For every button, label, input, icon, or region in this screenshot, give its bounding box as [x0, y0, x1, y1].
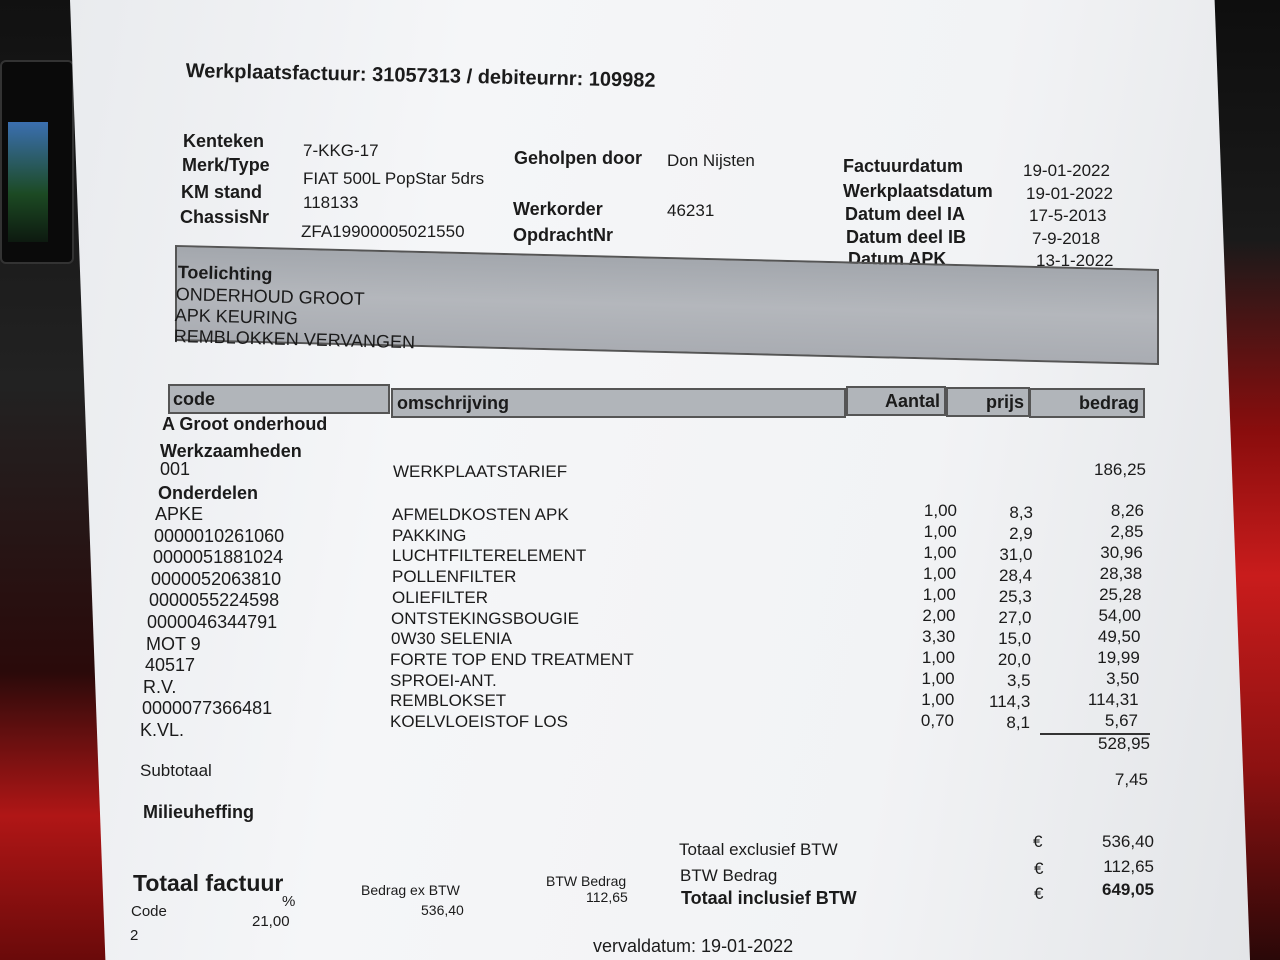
- part-price: 8,1: [1006, 713, 1030, 732]
- part-code: R.V.: [143, 676, 177, 697]
- total-label: Totaal inclusief BTW: [681, 888, 857, 908]
- part-code: MOT 9: [146, 633, 201, 654]
- chassis-value: ZFA19900005021550: [301, 222, 465, 241]
- part-desc: SPROEI-ANT.: [390, 670, 497, 690]
- part-code: 0000010261060: [154, 525, 285, 546]
- part-code: 40517: [145, 655, 196, 676]
- opdracht-label: OpdrachtNr: [513, 225, 614, 245]
- part-qty: 1,00: [921, 690, 955, 709]
- part-amount: 8,26: [1110, 501, 1144, 520]
- date-label: Datum deel IA: [845, 204, 966, 224]
- part-price: 27,0: [998, 608, 1032, 627]
- euro-sign: €: [1034, 859, 1044, 878]
- part-price: 31,0: [999, 545, 1033, 564]
- part-price: 15,0: [998, 629, 1032, 648]
- onderdelen-heading: Onderdelen: [158, 483, 259, 503]
- part-amount: 19,99: [1097, 648, 1140, 667]
- col-aantal-header: [846, 386, 946, 416]
- date-value: 19-01-2022: [1023, 161, 1110, 180]
- part-desc: FORTE TOP END TREATMENT: [390, 649, 634, 669]
- vat-btw-label: BTW Bedrag: [546, 873, 627, 889]
- col-prijs-label: prijs: [985, 392, 1024, 412]
- kenteken-value: 7-KKG-17: [303, 141, 379, 160]
- col-code-label: code: [173, 389, 216, 409]
- part-desc: AFMELDKOSTEN APK: [392, 505, 569, 524]
- phone-screen: [8, 122, 48, 242]
- kenteken-label: Kenteken: [183, 131, 265, 151]
- col-bedrag-header: [1029, 388, 1145, 418]
- date-value: 19-01-2022: [1026, 184, 1113, 203]
- merk-label: Merk/Type: [182, 155, 270, 175]
- vat-code-label: Code: [131, 903, 167, 920]
- milieu-value: 7,45: [1114, 770, 1148, 789]
- date-label: Werkplaatsdatum: [843, 181, 993, 201]
- col-prijs-header: [946, 387, 1030, 417]
- part-desc: 0W30 SELENIA: [391, 629, 512, 649]
- geholpen-value: Don Nijsten: [667, 151, 755, 170]
- part-amount: 25,28: [1099, 585, 1142, 604]
- chassis-label: ChassisNr: [180, 207, 270, 227]
- vat-pct-label: %: [282, 893, 296, 910]
- part-price: 114,3: [989, 692, 1031, 711]
- labour-desc: WERKPLAATSTARIEF: [393, 462, 568, 481]
- part-amount: 2,85: [1110, 522, 1144, 541]
- toelichting-line: APK KEURING: [174, 305, 298, 329]
- part-qty: 3,30: [922, 627, 956, 646]
- col-aantal-label: Aantal: [884, 391, 940, 411]
- labour-code: 001: [160, 459, 191, 479]
- part-code: 0000055224598: [149, 590, 280, 611]
- part-price: 8,3: [1009, 503, 1033, 522]
- col-omschrijving-label: omschrijving: [397, 393, 510, 413]
- part-qty: 1,00: [921, 669, 955, 688]
- km-value: 118133: [303, 193, 359, 212]
- milieu-label: Milieuheffing: [143, 802, 254, 822]
- date-label: Factuurdatum: [843, 156, 964, 176]
- toelichting-line: ONDERHOUD GROOT: [175, 284, 365, 309]
- part-code: 0000077366481: [142, 698, 273, 719]
- part-amount: 5,67: [1104, 711, 1138, 730]
- total-label: Totaal exclusief BTW: [679, 840, 838, 859]
- totaal-factuur-heading: Totaal factuur: [133, 870, 284, 896]
- part-amount: 28,38: [1099, 564, 1143, 583]
- subtotaal-value: 528,95: [1098, 734, 1150, 753]
- part-code: APKE: [155, 504, 204, 524]
- part-code: 0000052063810: [151, 568, 282, 589]
- col-omschrijving-header: [391, 388, 846, 418]
- part-qty: 0,70: [920, 711, 954, 730]
- part-price: 28,4: [999, 566, 1033, 585]
- total-value: 112,65: [1103, 857, 1154, 876]
- group-heading: A Groot onderhoud: [162, 414, 328, 434]
- vat-ex-value: 536,40: [421, 902, 464, 918]
- part-code: K.VL.: [140, 720, 185, 740]
- part-qty: 2,00: [922, 606, 956, 625]
- merk-value: FIAT 500L PopStar 5drs: [303, 169, 485, 188]
- part-amount: 30,96: [1100, 543, 1143, 562]
- euro-sign: €: [1034, 884, 1044, 903]
- part-desc: POLLENFILTER: [392, 567, 517, 587]
- werkzaamheden-heading: Werkzaamheden: [160, 441, 302, 461]
- part-price: 20,0: [997, 650, 1031, 669]
- toelichting-label: Toelichting: [177, 262, 273, 285]
- vat-btw-value: 112,65: [586, 889, 628, 905]
- total-value: 649,05: [1102, 880, 1154, 899]
- labour-amount: 186,25: [1094, 460, 1146, 479]
- part-desc: LUCHTFILTERELEMENT: [392, 546, 587, 566]
- euro-sign: €: [1033, 832, 1043, 851]
- part-code: 0000046344791: [147, 612, 278, 632]
- part-qty: 1,00: [923, 543, 957, 562]
- part-price: 25,3: [998, 587, 1032, 606]
- part-amount: 54,00: [1098, 606, 1141, 625]
- part-amount: 3,50: [1106, 669, 1140, 688]
- part-desc: PAKKING: [392, 525, 467, 545]
- part-qty: 1,00: [923, 522, 957, 541]
- part-qty: 1,00: [923, 501, 957, 520]
- subtotaal-label: Subtotaal: [140, 761, 212, 780]
- vat-ex-label: Bedrag ex BTW: [361, 882, 460, 898]
- part-amount: 49,50: [1097, 627, 1141, 646]
- vat-code-value: 2: [130, 927, 139, 944]
- part-amount: 114,31: [1087, 690, 1139, 709]
- part-code: 0000051881024: [153, 547, 284, 568]
- part-desc: REMBLOKSET: [390, 691, 507, 711]
- col-code-header: [168, 384, 390, 414]
- part-desc: ONTSTEKINGSBOUGIE: [391, 608, 579, 628]
- km-label: KM stand: [181, 182, 262, 202]
- geholpen-label: Geholpen door: [514, 148, 642, 168]
- part-qty: 1,00: [922, 585, 956, 604]
- toelichting-line: REMBLOKKEN VERVANGEN: [173, 326, 416, 353]
- part-price: 2,9: [1009, 524, 1033, 543]
- date-value: 7-9-2018: [1032, 229, 1101, 248]
- vervaldatum: vervaldatum: 19-01-2022: [593, 936, 794, 956]
- total-value: 536,40: [1102, 832, 1154, 851]
- part-price: 3,5: [1006, 671, 1031, 690]
- phone-device: [0, 60, 74, 264]
- part-desc: KOELVLOEISTOF LOS: [390, 712, 568, 731]
- invoice-title: Werkplaatsfactuur: 31057313 / debiteurnr: 109982: [185, 60, 656, 92]
- date-label: Datum deel IB: [846, 227, 967, 247]
- werkorder-label: Werkorder: [513, 199, 603, 219]
- werkorder-value: 46231: [667, 201, 715, 220]
- vat-pct-value: 21,00: [252, 913, 290, 930]
- col-bedrag-label: bedrag: [1078, 393, 1139, 413]
- part-qty: 1,00: [923, 564, 957, 583]
- part-qty: 1,00: [921, 648, 955, 667]
- date-label: Datum APK: [848, 249, 947, 269]
- part-desc: OLIEFILTER: [392, 587, 489, 607]
- date-value: 17-5-2013: [1029, 206, 1107, 225]
- total-label: BTW Bedrag: [680, 866, 778, 885]
- date-value: 13-1-2022: [1036, 251, 1114, 270]
